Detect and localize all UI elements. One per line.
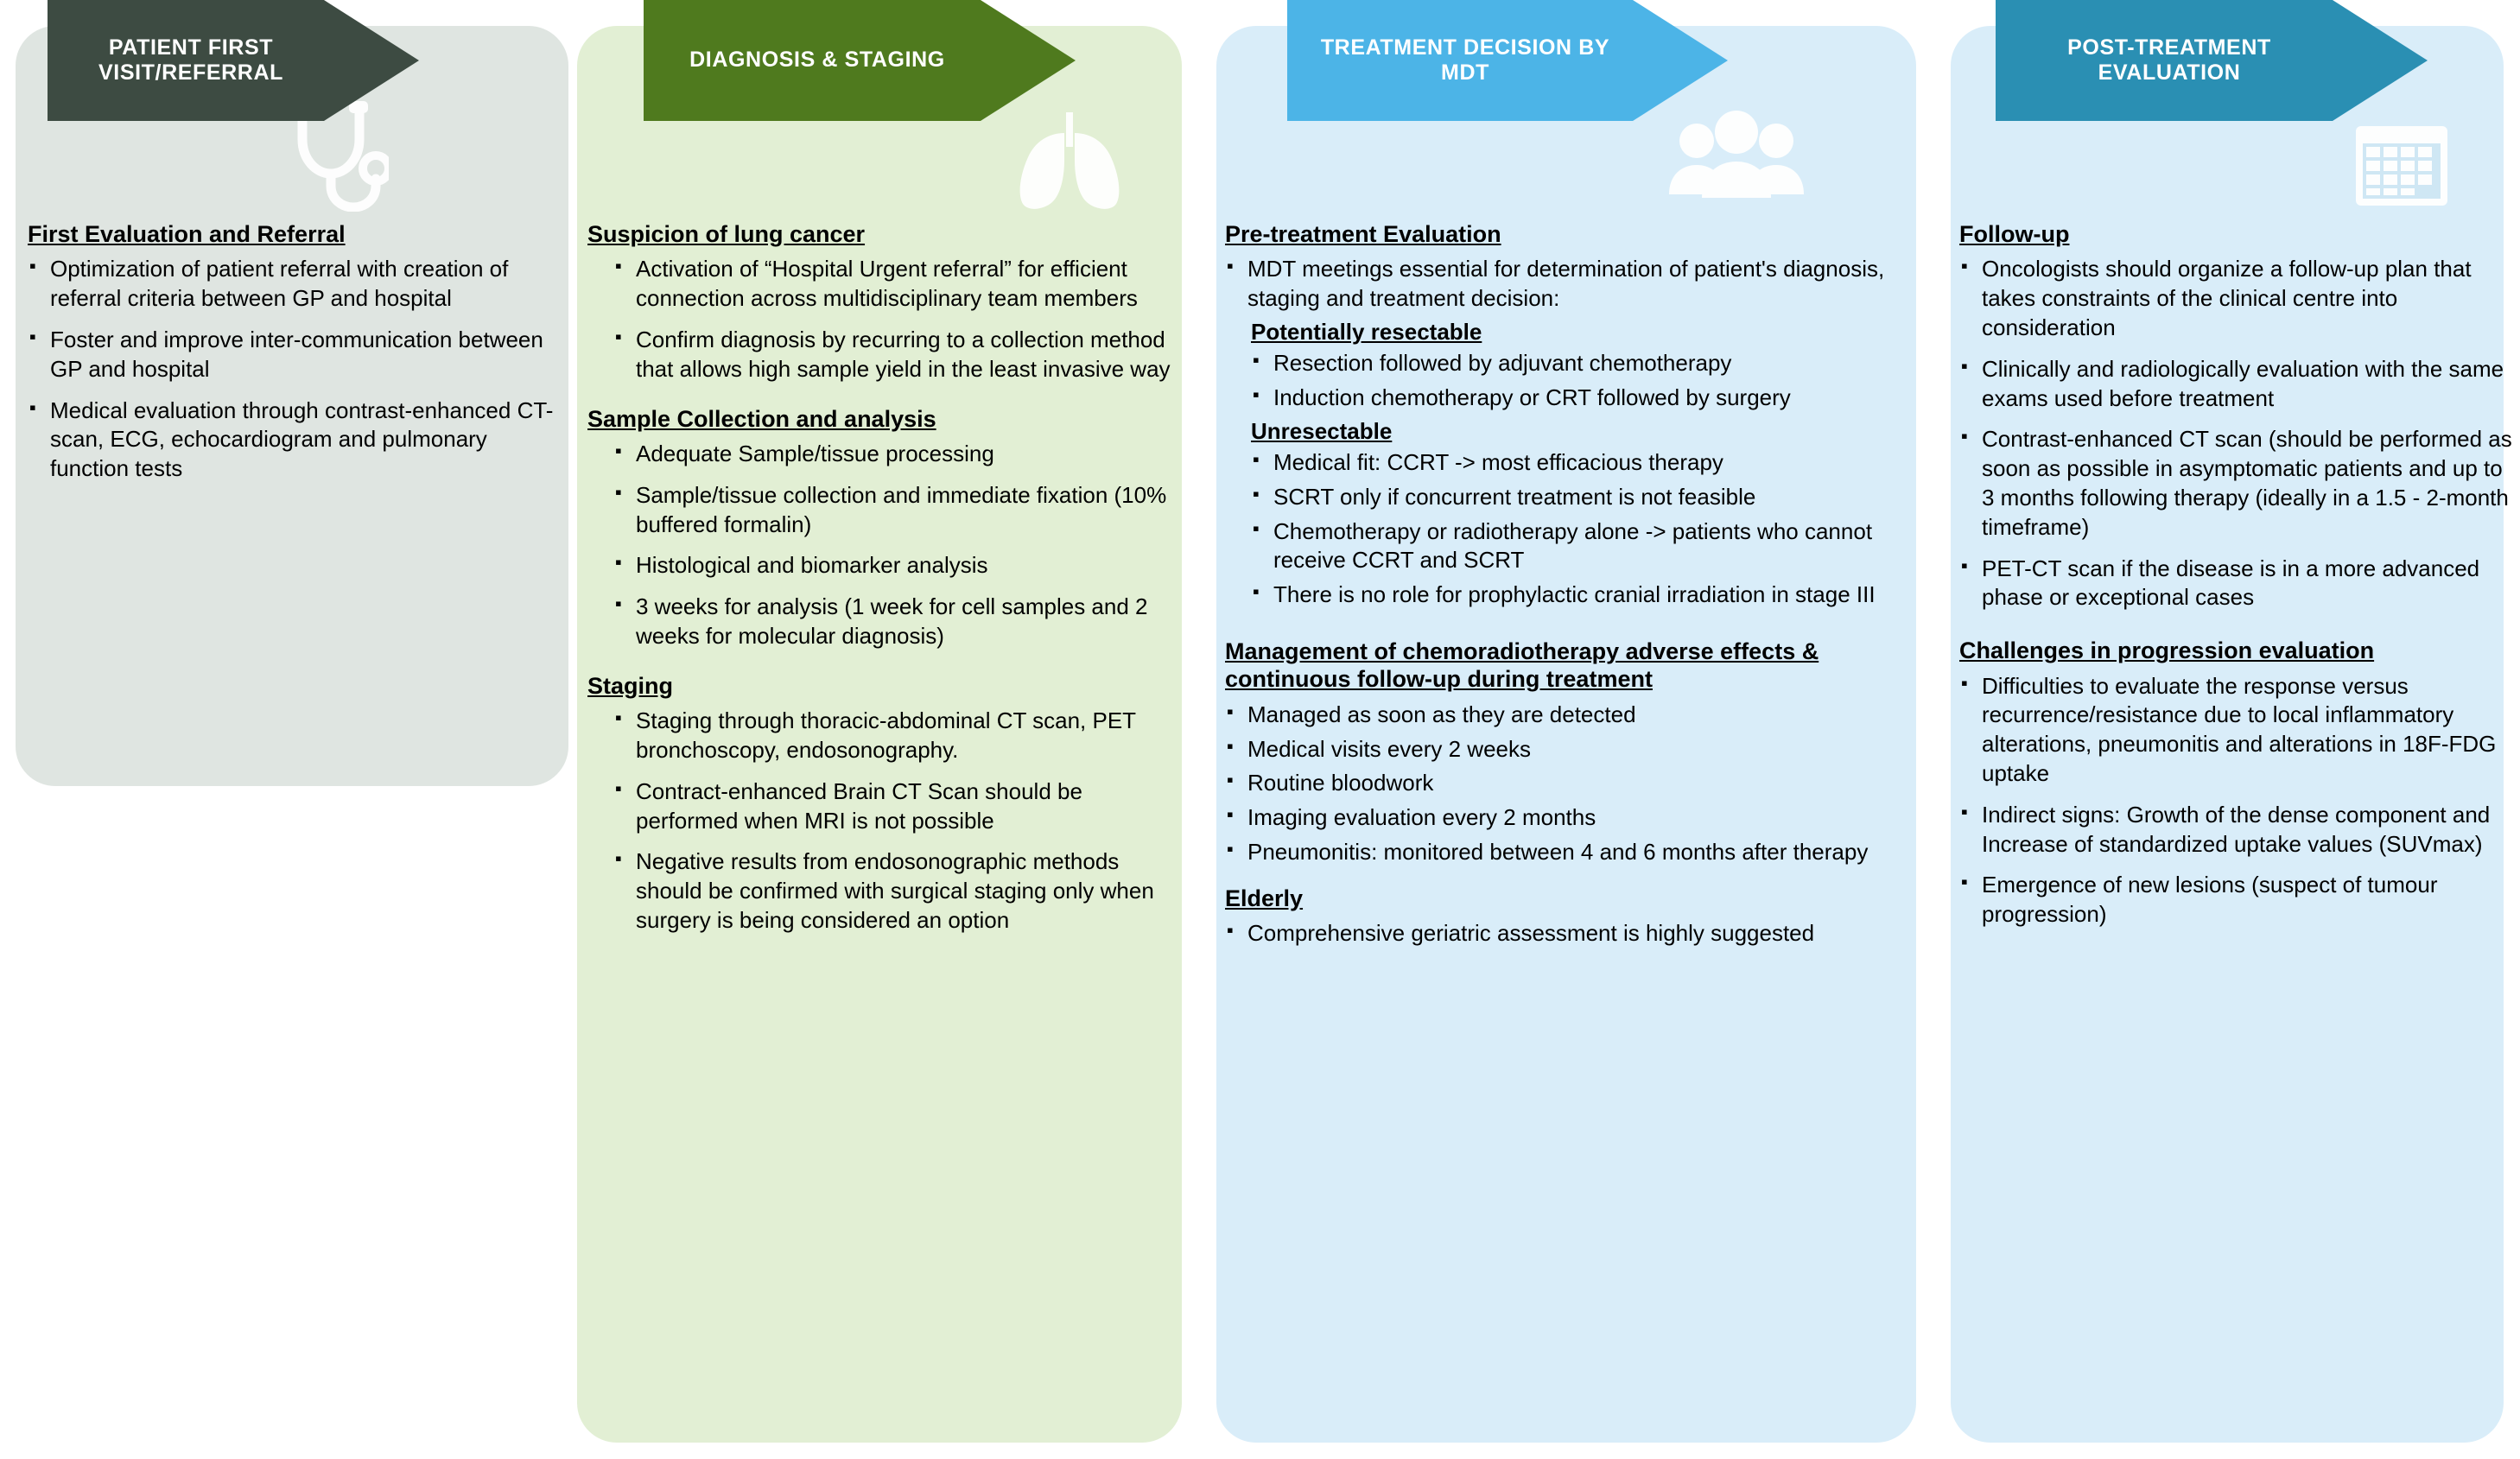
section-list: [28, 255, 555, 484]
list-item: ▪ Imaging evaluation every 2 months: [1225, 803, 1916, 833]
subsection-list: [1251, 448, 1916, 610]
stage-banner-label: DIAGNOSIS & STAGING: [689, 48, 945, 73]
section-list: [613, 440, 1184, 651]
list-item: ▪ Indirect signs: Growth of the dense component and Increase of standardized uptake values (SUVmax): [1959, 801, 2512, 860]
list-item: ▪ PET-CT scan if the disease is in a more advanced phase or exceptional cases: [1959, 555, 2512, 613]
section-list: [1959, 672, 2512, 929]
list-item: ▪ Chemotherapy or radiotherapy alone -> patients who cannot receive CCRT and SCRT: [1251, 517, 1916, 576]
list-item: ▪ Oncologists should organize a follow-up plan that takes constraints of the clinical centre into consideration: [1959, 255, 2512, 342]
section-heading: Management of chemoradiotherapy adverse effects & continuous follow-up during treatment: [1225, 638, 1819, 693]
list-item: ▪ Histological and biomarker analysis: [613, 551, 1184, 580]
list-item: ▪ Sample/tissue collection and immediate fixation (10% buffered formalin): [613, 481, 1184, 540]
stage-banner-label: POST-TREATMENT EVALUATION: [2067, 35, 2271, 85]
list-item: ▪ 3 weeks for analysis (1 week for cell samples and 2 weeks for molecular diagnosis): [613, 593, 1184, 651]
list-item: ▪ Resection followed by adjuvant chemotherapy: [1251, 349, 1916, 378]
stage-content-post-treatment-evaluation: [1959, 220, 2512, 942]
section-heading: Suspicion of lung cancer: [587, 221, 866, 247]
stage-banner-label: PATIENT FIRST VISIT/REFERRAL: [98, 35, 283, 85]
arrow-head: [2333, 0, 2428, 121]
section-list: [1225, 919, 1916, 948]
list-item: ▪ Comprehensive geriatric assessment is highly suggested: [1225, 919, 1916, 948]
arrow-head: [1633, 0, 1728, 121]
stage-banner-treatment-decision: [1287, 0, 1728, 121]
section-list: [613, 707, 1184, 936]
stage-banner-post-treatment-evaluation: [1996, 0, 2428, 121]
list-item: ▪ Emergence of new lesions (suspect of tumour progression): [1959, 871, 2512, 929]
section-list: [1959, 255, 2512, 612]
list-item: ▪ Contrast-enhanced CT scan (should be performed as soon as possible in asymptomatic patients and up to 3 months following therapy (ideally in a 1.5 - 2-month timeframe): [1959, 425, 2512, 542]
section-list: [613, 255, 1184, 384]
section-heading: Pre-treatment Evaluation: [1225, 221, 1501, 247]
list-item: ▪ Negative results from endosonographic methods should be confirmed with surgical staging only when surgery is being considered an option: [613, 847, 1184, 935]
list-item: ▪ There is no role for prophylactic cranial irradiation in stage III: [1251, 580, 1916, 610]
list-item: ▪ Medical evaluation through contrast-enhanced CT-scan, ECG, echocardiogram and pulmonary function tests: [28, 396, 555, 484]
section-heading: Sample Collection and analysis: [587, 405, 936, 432]
list-item: ▪ Managed as soon as they are detected: [1225, 701, 1916, 730]
list-item: ▪ Medical visits every 2 weeks: [1225, 735, 1916, 764]
section-heading: Follow-up: [1959, 221, 2070, 247]
section-list: [1225, 701, 1916, 867]
stage-banner-diagnosis-staging: [644, 0, 1076, 121]
stage-content-treatment-decision: [1225, 220, 1916, 954]
list-item: ▪ Clinically and radiologically evaluation with the same exams used before treatment: [1959, 355, 2512, 414]
list-item: ▪ Adequate Sample/tissue processing: [613, 440, 1184, 469]
subsection-heading: Unresectable: [1251, 417, 1393, 444]
list-item: ▪ Foster and improve inter-communication between GP and hospital: [28, 326, 555, 384]
section-heading: First Evaluation and Referral: [28, 221, 346, 247]
list-item: ▪ MDT meetings essential for determination of patient's diagnosis, staging and treatment decision:: [1225, 255, 1916, 314]
list-item: ▪ Contract-enhanced Brain CT Scan should be performed when MRI is not possible: [613, 777, 1184, 836]
list-item: ▪ Routine bloodwork: [1225, 769, 1916, 798]
list-item: ▪ Optimization of patient referral with creation of referral criteria between GP and hospital: [28, 255, 555, 314]
arrow-head: [324, 0, 419, 121]
list-item: ▪ SCRT only if concurrent treatment is not feasible: [1251, 483, 1916, 512]
list-item: ▪ Pneumonitis: monitored between 4 and 6 months after therapy: [1225, 838, 1916, 867]
section-list: [1225, 255, 1916, 314]
subsection-heading: Potentially resectable: [1251, 318, 1482, 345]
list-item: ▪ Difficulties to evaluate the response versus recurrence/resistance due to local inflammatory alterations, pneumonitis and alterations in 18F-FDG uptake: [1959, 672, 2512, 789]
stage-banner-label: TREATMENT DECISION BY MDT: [1320, 35, 1610, 85]
section-heading: Staging: [587, 672, 673, 699]
list-item: ▪ Staging through thoracic-abdominal CT scan, PET bronchoscopy, endosonography.: [613, 707, 1184, 765]
stage-content-patient-first-visit: [28, 220, 555, 496]
stage-content-diagnosis-staging: [587, 220, 1184, 948]
list-item: ▪ Induction chemotherapy or CRT followed by surgery: [1251, 384, 1916, 413]
stage-banner-patient-first-visit: [48, 0, 419, 121]
section-heading: Challenges in progression evaluation: [1959, 638, 2375, 664]
list-item: ▪ Medical fit: CCRT -> most efficacious therapy: [1251, 448, 1916, 478]
subsection-list: [1251, 349, 1916, 413]
arrow-head: [981, 0, 1076, 121]
list-item: ▪ Confirm diagnosis by recurring to a collection method that allows high sample yield in the least invasive way: [613, 326, 1184, 384]
list-item: ▪ Activation of “Hospital Urgent referral” for efficient connection across multidisciplinary team members: [613, 255, 1184, 314]
section-heading: Elderly: [1225, 885, 1304, 911]
